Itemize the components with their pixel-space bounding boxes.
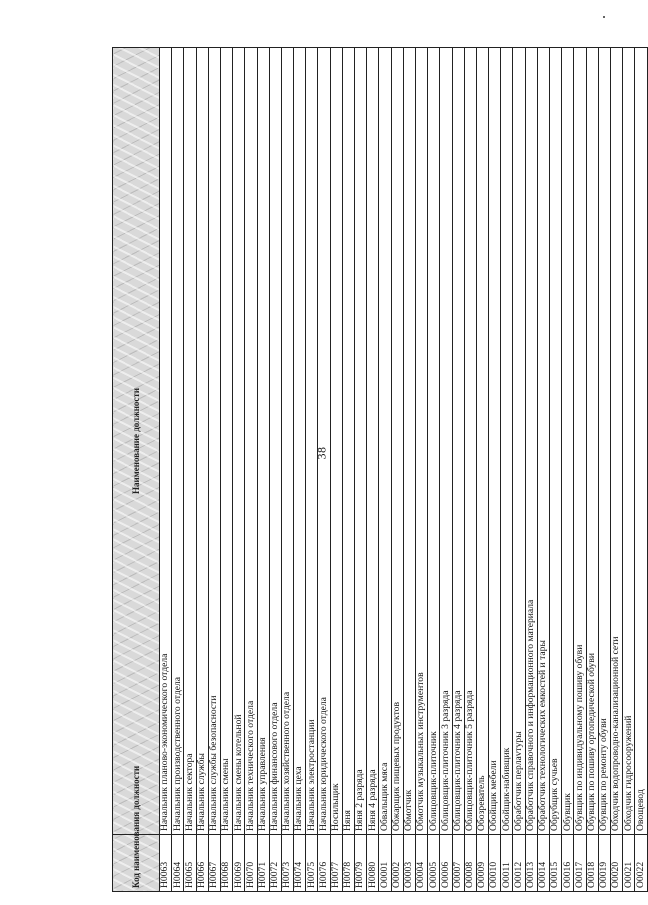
table-row	[391, 48, 403, 892]
table-row	[379, 48, 391, 892]
position-title: Обойщик мебели	[489, 48, 501, 835]
table-row	[623, 48, 635, 892]
position-code: Н0066	[196, 835, 208, 892]
position-code: О0013	[525, 835, 537, 892]
position-code: О0011	[501, 835, 513, 892]
table-row	[415, 48, 427, 892]
position-title: Начальник технического отдела	[245, 48, 257, 835]
position-code: Н0072	[269, 835, 281, 892]
position-code: Н0071	[257, 835, 269, 892]
position-title: Облицовщик-плиточник	[428, 48, 440, 835]
rotated-table-frame	[112, 47, 646, 892]
table-row	[635, 48, 647, 892]
position-code: Н0063	[160, 835, 172, 892]
position-title: Обувщик	[562, 48, 574, 835]
table-row	[403, 48, 415, 892]
header-code	[113, 835, 160, 892]
position-title: Обжарщик пищевых продуктов	[391, 48, 403, 835]
table-row	[208, 48, 220, 892]
position-code: Н0073	[281, 835, 293, 892]
table-row	[550, 48, 562, 892]
table-row	[172, 48, 184, 892]
table-row	[464, 48, 476, 892]
position-title: Начальник службы	[196, 48, 208, 835]
position-code: Н0074	[294, 835, 306, 892]
position-code: О0019	[598, 835, 610, 892]
position-title: Начальник смены котельной	[233, 48, 245, 835]
position-code: Н0076	[318, 835, 330, 892]
table-row	[330, 48, 342, 892]
table-row	[489, 48, 501, 892]
table-row	[160, 48, 172, 892]
position-code: Н0080	[367, 835, 379, 892]
position-title: Обозреватель	[476, 48, 488, 835]
position-title: Начальник хозяйственного отдела	[281, 48, 293, 835]
table-row	[428, 48, 440, 892]
table-row	[355, 48, 367, 892]
position-title: Обработчик перлаvтуры	[513, 48, 525, 835]
position-title: Начальник управления	[257, 48, 269, 835]
page-number: 38	[314, 446, 329, 460]
position-title: Обрубщик сучьев	[550, 48, 562, 835]
position-code: Н0065	[184, 835, 196, 892]
table-row	[233, 48, 245, 892]
table-row	[598, 48, 610, 892]
position-title: Обувщик по ремонту обуви	[598, 48, 610, 835]
table-row	[367, 48, 379, 892]
position-code: Н0078	[342, 835, 354, 892]
table-row	[257, 48, 269, 892]
table-row	[196, 48, 208, 892]
position-title: Обвальщик мяса	[379, 48, 391, 835]
position-code: Н0064	[172, 835, 184, 892]
position-title: Обойщик-набивщик	[501, 48, 513, 835]
table-row	[525, 48, 537, 892]
position-code: О0004	[415, 835, 427, 892]
table-container	[112, 47, 646, 892]
position-title: Начальник сектора	[184, 48, 196, 835]
position-code: Н0077	[330, 835, 342, 892]
position-title: Начальник цеха	[294, 48, 306, 835]
position-title: Овощевод	[635, 48, 647, 835]
position-code: Н0079	[355, 835, 367, 892]
position-code: О0008	[464, 835, 476, 892]
position-title: Обходчик водопроводно-канализационной сети	[610, 48, 622, 835]
position-code: О0021	[623, 835, 635, 892]
position-code: О0014	[537, 835, 549, 892]
position-title: Обувщик по индивидуальному пошиву обуви	[574, 48, 586, 835]
position-title: Обработчик справочного и информационного материала	[525, 48, 537, 835]
position-title: Облицовщик-плиточник 3 разряда	[440, 48, 452, 835]
position-code: Н0067	[208, 835, 220, 892]
table-row	[476, 48, 488, 892]
position-title: Начальник финансового отдела	[269, 48, 281, 835]
table-row	[281, 48, 293, 892]
position-code: О0009	[476, 835, 488, 892]
position-title: Обработчик технологических емкостей и тары	[537, 48, 549, 835]
position-title: Начальник электростанции	[306, 48, 318, 835]
position-code: О0016	[562, 835, 574, 892]
table-row	[220, 48, 232, 892]
position-title: Обходчик гидросооружений	[623, 48, 635, 835]
table-row	[513, 48, 525, 892]
position-title: Обмотчик	[403, 48, 415, 835]
table-row	[269, 48, 281, 892]
position-title: Обувщик по пошиву ортопедической обуви	[586, 48, 598, 835]
position-code: О0018	[586, 835, 598, 892]
position-title: Начальник службы безопасности	[208, 48, 220, 835]
position-title: Облицовщик-плиточник 4 разряда	[452, 48, 464, 835]
table-row	[184, 48, 196, 892]
table-row	[537, 48, 549, 892]
table-row	[245, 48, 257, 892]
table-header-row	[113, 48, 160, 892]
table-row	[318, 48, 330, 892]
position-title: Няня 4 разряда	[367, 48, 379, 835]
position-code: О0007	[452, 835, 464, 892]
position-title: Начальник смены	[220, 48, 232, 835]
position-code: О0005	[428, 835, 440, 892]
table-row	[306, 48, 318, 892]
table-row	[452, 48, 464, 892]
position-title: Обмотчик музыкальных инструментов	[415, 48, 427, 835]
position-code: О0015	[550, 835, 562, 892]
table-row	[562, 48, 574, 892]
table-row	[610, 48, 622, 892]
position-code: Н0068	[220, 835, 232, 892]
position-title: Няня	[342, 48, 354, 835]
position-title: Начальник юридического отдела	[318, 48, 330, 835]
position-code: О0003	[403, 835, 415, 892]
position-title: Начальник планово-экономического отдела	[160, 48, 172, 835]
scan-speck	[603, 16, 605, 18]
table-body	[160, 48, 648, 892]
table-row	[342, 48, 354, 892]
table-row	[586, 48, 598, 892]
position-code: О0010	[489, 835, 501, 892]
table-row	[501, 48, 513, 892]
position-code: О0002	[391, 835, 403, 892]
position-code: О0012	[513, 835, 525, 892]
positions-table	[112, 47, 648, 892]
position-title: Облицовщик-плиточник 5 разряда	[464, 48, 476, 835]
table-row	[574, 48, 586, 892]
position-code: О0017	[574, 835, 586, 892]
table-row	[440, 48, 452, 892]
position-title: Носильщик	[330, 48, 342, 835]
table-row	[294, 48, 306, 892]
header-title: Наименование должности	[113, 48, 160, 835]
position-code: О0006	[440, 835, 452, 892]
position-code: Н0075	[306, 835, 318, 892]
position-code: О0001	[379, 835, 391, 892]
position-code: Н0069	[233, 835, 245, 892]
position-title: Няня 2 разряда	[355, 48, 367, 835]
position-code: О0022	[635, 835, 647, 892]
position-code: О0020	[610, 835, 622, 892]
position-code: Н0070	[245, 835, 257, 892]
position-title: Начальник производственного отдела	[172, 48, 184, 835]
